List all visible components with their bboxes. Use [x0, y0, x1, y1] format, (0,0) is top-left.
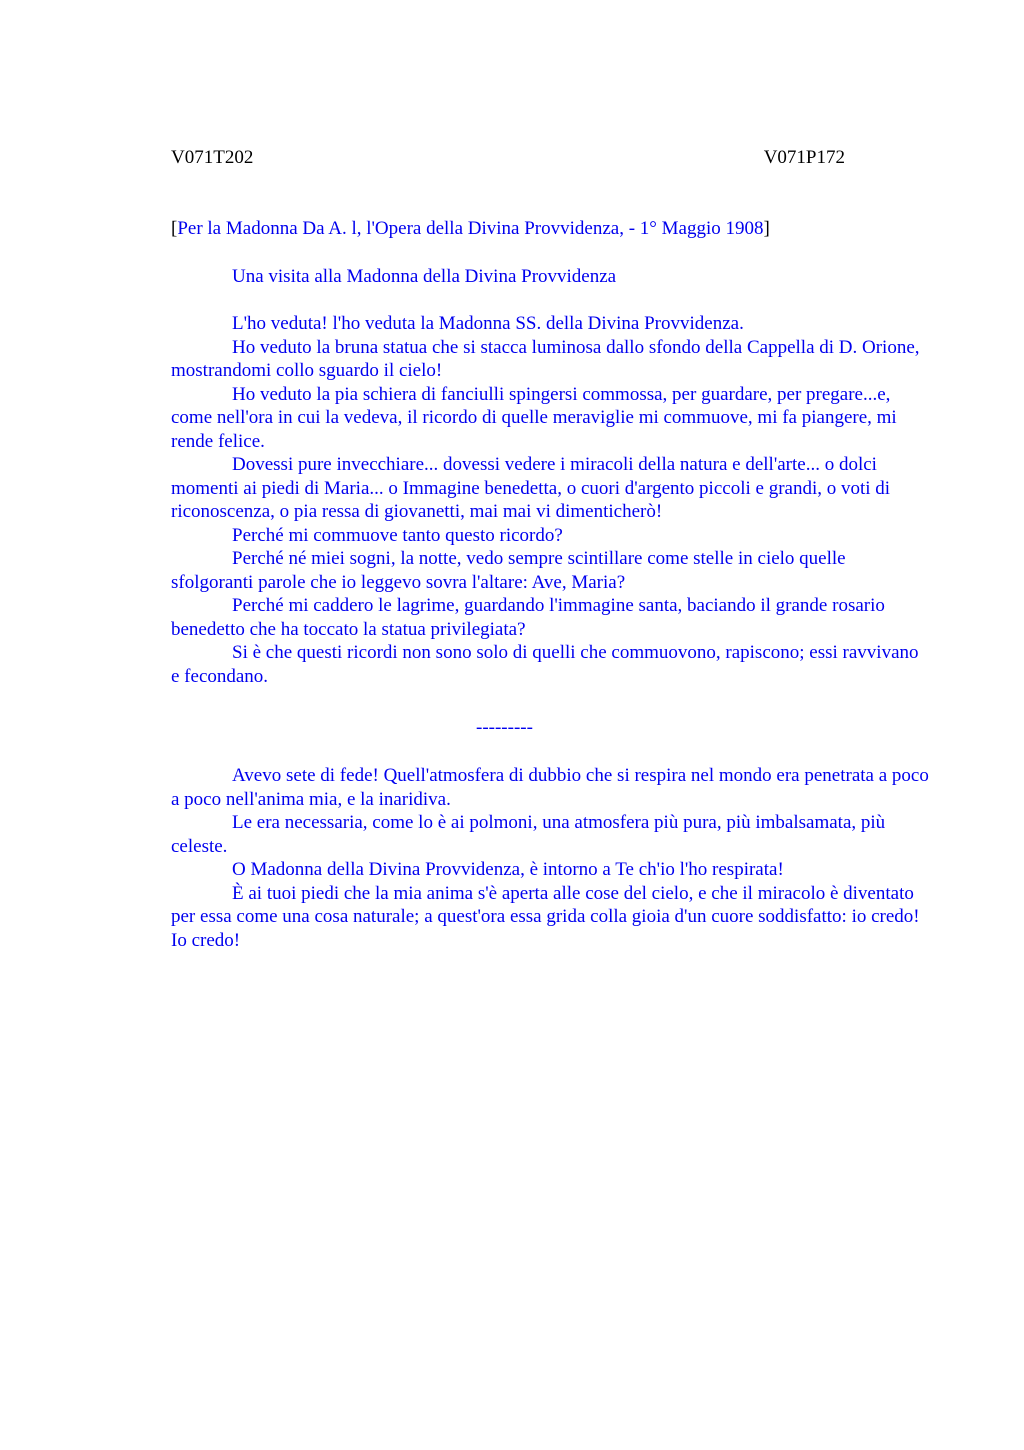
title-close-bracket: ]: [763, 218, 770, 239]
section-1: [171, 312, 931, 688]
paragraph: Avevo sete di fede! Quell'atmosfera di dubbio che si respira nel mondo era penetrata a poco a poco nell'anima mia, e la inaridiva.: [171, 765, 929, 810]
document-code-left: V071T202: [171, 147, 254, 168]
document-code-right: V071P172: [763, 147, 845, 168]
paragraph: È ai tuoi piedi che la mia anima s'è aperta alle cose del cielo, e che il miracolo è diventato per essa come una cosa naturale; a quest'ora essa grida colla gioia d'un cuore soddisfatto: io credo! Io credo!: [171, 882, 920, 951]
paragraph: O Madonna della Divina Provvidenza, è intorno a Te ch'io l'ho respirata!: [232, 859, 784, 880]
paragraph: L'ho veduta! l'ho veduta la Madonna SS. della Divina Provvidenza.: [232, 313, 744, 334]
paragraph: Si è che questi ricordi non sono solo di quelli che commuovono, rapiscono; essi ravvivano e fecondano.: [171, 642, 919, 687]
document-title: [171, 217, 770, 241]
paragraph: Ho veduto la bruna statua che si stacca luminosa dallo sfondo della Cappella di D. Orione, mostrandomi collo sguardo il cielo!: [171, 336, 920, 381]
title-text: Per la Madonna Da A. l, l'Opera della Divina Provvidenza, - 1° Maggio 1908: [177, 218, 764, 239]
document-subtitle: Una visita alla Madonna della Divina Provvidenza: [232, 266, 617, 287]
section-2: [171, 764, 931, 952]
title-open-bracket: [: [171, 218, 178, 239]
paragraph: Le era necessaria, come lo è ai polmoni, una atmosfera più pura, più imbalsamata, più celeste.: [171, 812, 886, 857]
paragraph: Perché mi caddero le lagrime, guardando l'immagine santa, baciando il grande rosario benedetto che ha toccato la statua privilegiata?: [171, 595, 885, 640]
section-separator: ---------: [476, 717, 533, 738]
paragraph: Perché mi commuove tanto questo ricordo?: [232, 524, 563, 546]
paragraph: Dovessi pure invecchiare... dovessi vedere i miracoli della natura e dell'arte... o dolci momenti ai piedi di Maria... o Immagine benedetta, o cuori d'argento piccoli e grandi, o voti di riconoscenza, o pia ressa di giovanetti, mai mai vi dimenticherò!: [171, 454, 891, 522]
paragraph: Perché né miei sogni, la notte, vedo sempre scintillare come stelle in cielo quelle sfolgoranti parole che io leggevo sovra l'altare: Ave, Maria?: [171, 548, 846, 593]
paragraph: Ho veduto la pia schiera di fanciulli spingersi commossa, per guardare, per pregare...e, come nell'ora in cui la vedeva, il ricordo di quelle meraviglie mi commuove, mi fa piangere, mi rende felice.: [171, 383, 897, 452]
